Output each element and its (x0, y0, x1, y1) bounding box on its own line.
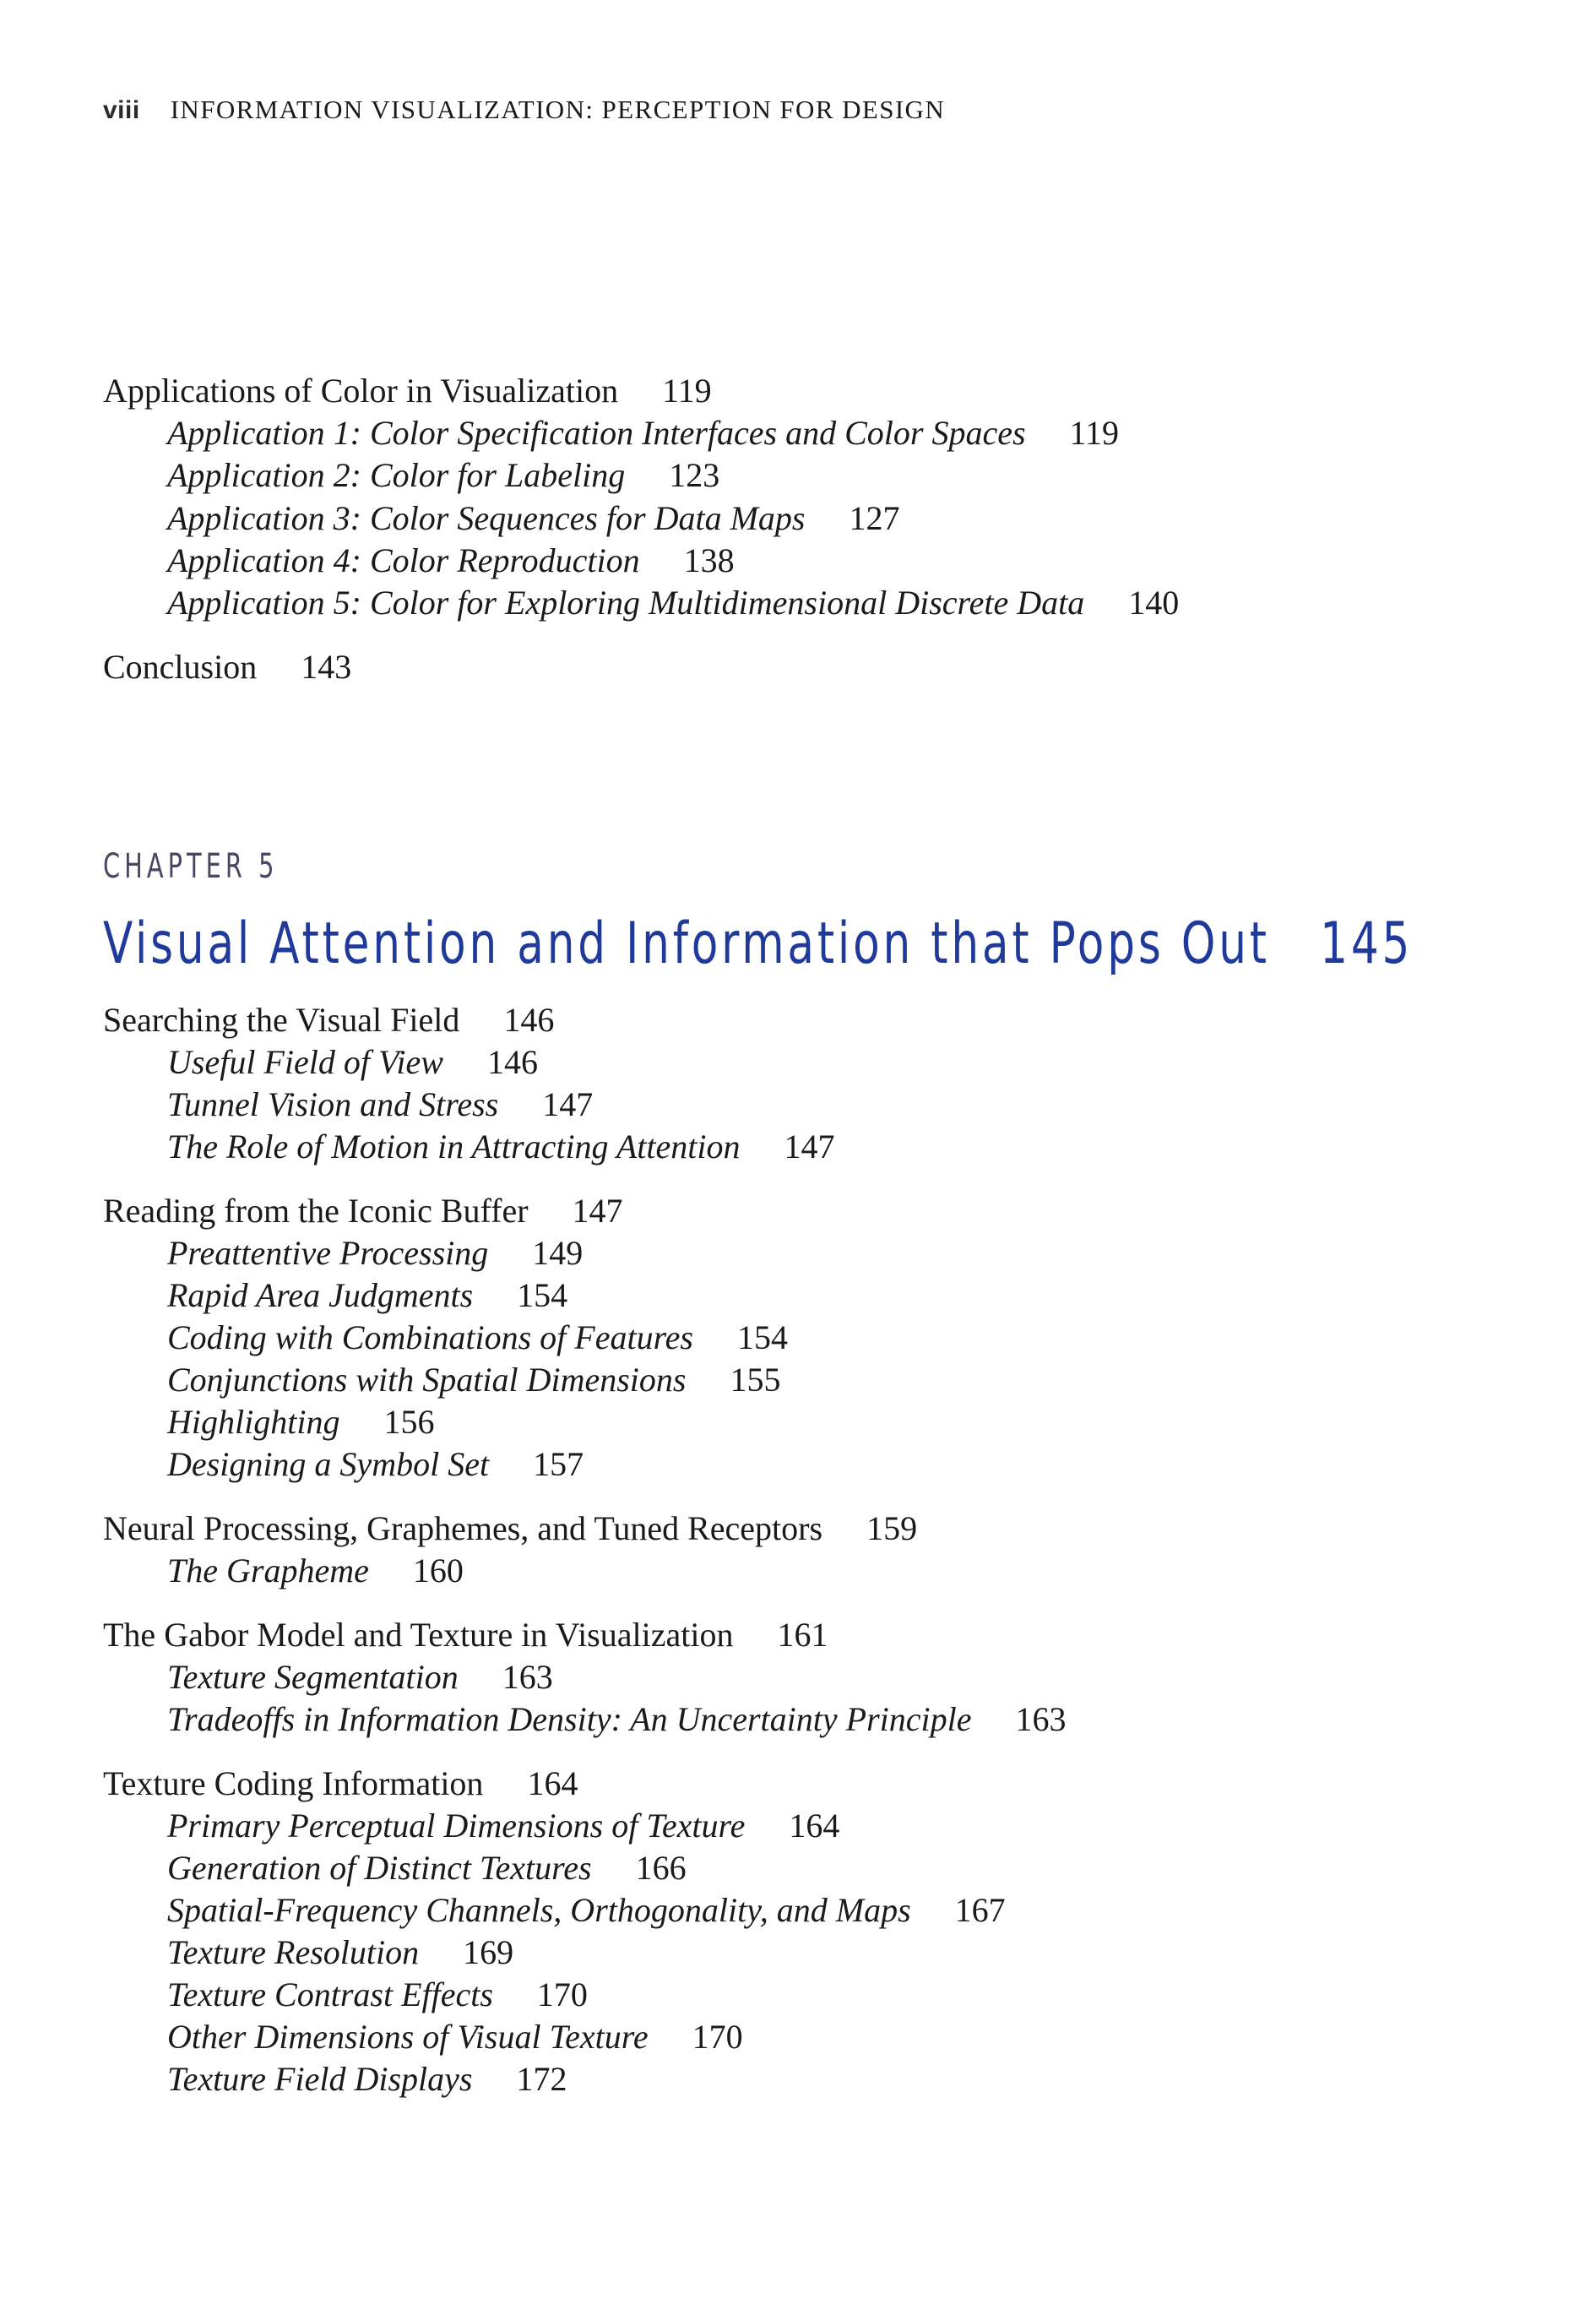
chapter-page-number: 145 (1320, 910, 1414, 977)
running-title: INFORMATION VISUALIZATION: PERCEPTION FOR DESIGN (170, 95, 946, 124)
toc-page-number: 163 (502, 1658, 553, 1696)
toc-page-number: 140 (1128, 584, 1180, 622)
toc-subentry: Designing a Symbol Set 157 (167, 1445, 584, 1483)
toc-subentry: Other Dimensions of Visual Texture 170 (167, 2018, 743, 2056)
toc-subentry: Useful Field of View 146 (167, 1043, 538, 1081)
toc-entry: Neural Processing, Graphemes, and Tuned Receptors 159 (103, 1509, 918, 1547)
page-folio: viii (103, 96, 140, 124)
toc-subentry: Rapid Area Judgments 154 (167, 1276, 568, 1314)
toc-page-number: 161 (777, 1616, 828, 1654)
toc-subentry: Tradeoffs in Information Density: An Uncertainty Principle 163 (167, 1700, 1067, 1738)
toc-subentry: Texture Contrast Effects 170 (167, 1975, 588, 2013)
toc-page-number: 160 (412, 1551, 464, 1589)
toc-page-number: 149 (532, 1234, 584, 1272)
toc-subentry: Primary Perceptual Dimensions of Texture 164 (167, 1807, 840, 1845)
toc-entry: Reading from the Iconic Buffer 147 (103, 1192, 623, 1230)
chapter-title: Visual Attention and Information that Pops Out 145 (103, 910, 1414, 977)
toc-subentry: Tunnel Vision and Stress 147 (167, 1085, 594, 1123)
toc-subentry: The Role of Motion in Attracting Attention 147 (167, 1128, 835, 1166)
toc-page-number: 155 (730, 1361, 781, 1399)
toc-page-number: 163 (1015, 1700, 1067, 1738)
toc-page-number: 154 (517, 1276, 568, 1314)
toc-entry: Conclusion 143 (103, 648, 352, 686)
toc-page-number: 170 (692, 2018, 743, 2056)
toc-page-number: 119 (662, 372, 712, 410)
toc-page-number: 164 (789, 1807, 840, 1845)
toc-page-number: 123 (669, 456, 720, 494)
toc-page-number: 157 (533, 1445, 584, 1483)
toc-subentry: Application 1: Color Specification Interfaces and Color Spaces 119 (167, 414, 1120, 452)
toc-page-number: 138 (683, 541, 735, 579)
toc-subentry: Coding with Combinations of Features 154 (167, 1318, 788, 1356)
toc-entry: The Gabor Model and Texture in Visualization 161 (103, 1616, 828, 1654)
toc-subentry: Application 3: Color Sequences for Data Maps 127 (167, 499, 900, 537)
toc-page-number: 169 (463, 1933, 514, 1971)
running-header (103, 95, 945, 125)
toc-subentry: Generation of Distinct Textures 166 (167, 1849, 687, 1887)
toc-subentry: Application 4: Color Reproduction 138 (167, 541, 735, 579)
toc-page-number: 172 (516, 2060, 567, 2098)
toc-entry: Applications of Color in Visualization 119 (103, 372, 712, 410)
toc-page-number: 143 (301, 648, 352, 686)
toc-entry: Texture Coding Information 164 (103, 1764, 578, 1802)
toc-page-number: 147 (542, 1085, 594, 1123)
toc-page-number: 146 (486, 1043, 538, 1081)
toc-subentry: Application 2: Color for Labeling 123 (167, 456, 720, 494)
toc-page-number: 119 (1069, 414, 1120, 452)
toc-page-number: 167 (954, 1891, 1006, 1929)
toc-page-number: 159 (866, 1509, 918, 1547)
toc-subentry: Texture Segmentation 163 (167, 1658, 553, 1696)
toc-page-number: 146 (503, 1001, 555, 1039)
toc-subentry: Preattentive Processing 149 (167, 1234, 584, 1272)
toc-entry: Searching the Visual Field 146 (103, 1001, 555, 1039)
chapter-label: CHAPTER 5 (103, 847, 279, 886)
toc-subentry: Texture Resolution 169 (167, 1933, 514, 1971)
toc-page-number: 170 (536, 1975, 588, 2013)
toc-page-number: 156 (383, 1403, 435, 1441)
toc-page-number: 147 (784, 1128, 835, 1166)
toc-page-number: 166 (635, 1849, 687, 1887)
toc-page-number: 154 (737, 1318, 788, 1356)
toc-page-number: 147 (572, 1192, 623, 1230)
toc-subentry: The Grapheme 160 (167, 1551, 464, 1589)
toc-subentry: Spatial-Frequency Channels, Orthogonality, and Maps 167 (167, 1891, 1006, 1929)
toc-page-number: 164 (527, 1764, 578, 1802)
toc-subentry: Application 5: Color for Exploring Multidimensional Discrete Data 140 (167, 584, 1180, 622)
toc-subentry: Texture Field Displays 172 (167, 2060, 567, 2098)
toc-subentry: Highlighting 156 (167, 1403, 435, 1441)
toc-subentry: Conjunctions with Spatial Dimensions 155 (167, 1361, 781, 1399)
toc-page-number: 127 (849, 499, 900, 537)
